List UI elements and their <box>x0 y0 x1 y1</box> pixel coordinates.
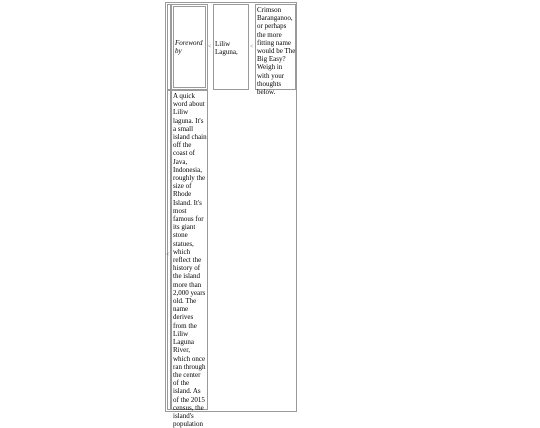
author-label: Liliw Laguna, <box>215 40 238 57</box>
foreword-label: Foreword by <box>175 39 203 56</box>
author-cell <box>213 4 249 90</box>
author-marker: < <box>250 44 254 50</box>
comment-text: Crimson Baranganoo, or perhaps the more fitting name would be The Big Easy? Weigh in with your thoughts below. <box>257 6 296 97</box>
body-text: A quick word about Liliw laguna. It's a small island chain off the coast of Java, Indonesia, roughly the size of Rhode Island. It's most famous for its giant stone statues, which reflect the history of the island more than 2,000 years old. The name derives from the Liliw Laguna River, which once ran through the center of the island. As of the 2015 census, the island's population <box>173 92 207 428</box>
body-marker: < <box>166 252 170 258</box>
foreword-marker: < <box>208 44 212 50</box>
comment-cell <box>255 4 296 97</box>
foreword-cell <box>173 6 206 88</box>
body-cell <box>171 90 208 428</box>
